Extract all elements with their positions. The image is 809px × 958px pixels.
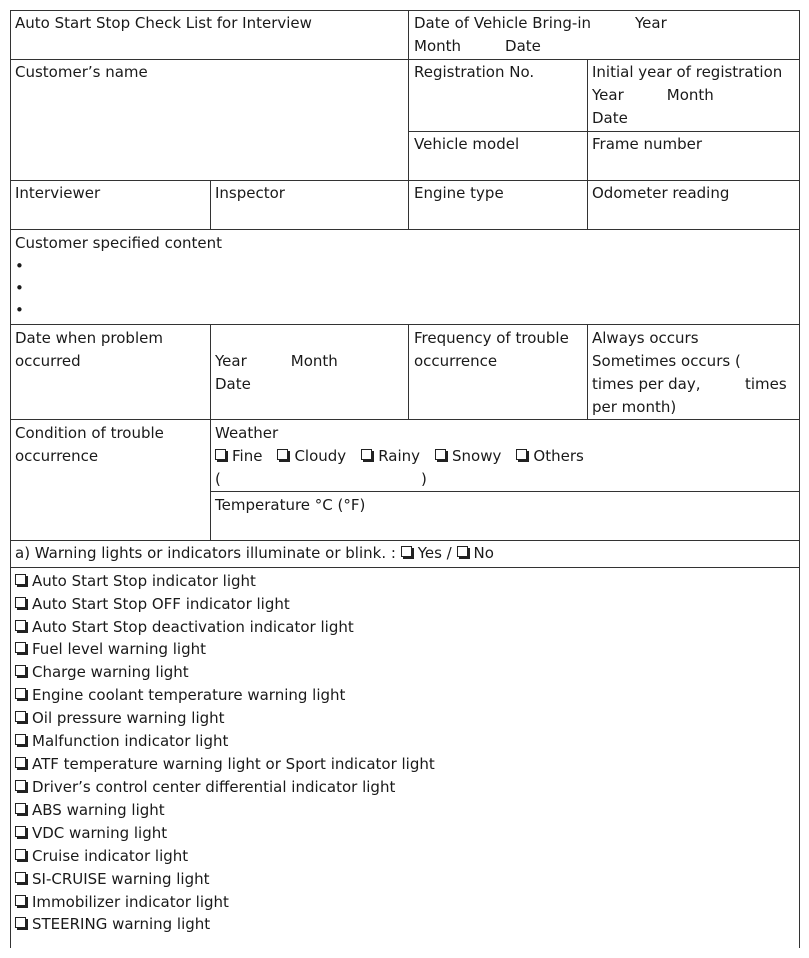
checkbox-icon[interactable] (15, 872, 26, 883)
initial-year-date: Date (592, 109, 628, 127)
checkbox-icon[interactable] (516, 449, 527, 460)
frequency-sometimes: Sometimes occurs ( (592, 352, 741, 370)
list-item[interactable]: Driver’s control center differential indicator light (15, 776, 395, 799)
weather-options (215, 445, 584, 468)
frequency-label-1: Frequency of trouble (414, 329, 569, 347)
weather-option-others[interactable]: Others (516, 447, 583, 465)
checkbox-icon[interactable] (401, 546, 412, 557)
checkbox-icon[interactable] (15, 849, 26, 860)
checkbox-icon[interactable] (15, 642, 26, 653)
checkbox-icon[interactable] (435, 449, 446, 460)
list-item[interactable]: SI-CRUISE warning light (15, 868, 210, 891)
list-item[interactable]: Cruise indicator light (15, 845, 188, 868)
bring-in-year: Year (635, 14, 667, 32)
checkbox-icon[interactable] (15, 734, 26, 745)
temperature-label: Temperature °C (°F) (215, 496, 366, 514)
list-item[interactable]: Engine coolant temperature warning light (15, 684, 345, 707)
others-paren-open: ( (215, 470, 221, 488)
list-item[interactable]: VDC warning light (15, 822, 167, 845)
checkbox-icon[interactable] (15, 757, 26, 768)
checkbox-icon[interactable] (15, 574, 26, 585)
initial-year-month-label: Month (666, 86, 714, 104)
content-bullet: • (15, 279, 24, 297)
list-item[interactable]: STEERING warning light (15, 913, 210, 936)
frequency-label-2: occurrence (414, 352, 498, 370)
frame-number-label: Frame number (592, 135, 703, 153)
weather-option-cloudy[interactable]: Cloudy (277, 447, 346, 465)
problem-date-year-month (215, 350, 338, 373)
checkbox-icon[interactable] (15, 895, 26, 906)
checkbox-icon[interactable] (277, 449, 288, 460)
checkbox-icon[interactable] (15, 597, 26, 608)
warning-no-option[interactable]: No (457, 544, 494, 562)
problem-date-date: Date (215, 375, 251, 393)
list-item[interactable]: Fuel level warning light (15, 638, 206, 661)
problem-year: Year (215, 352, 247, 370)
checkbox-icon[interactable] (15, 917, 26, 928)
initial-year-year: Year (592, 86, 624, 104)
bring-in-label: Date of Vehicle Bring-in (414, 14, 591, 32)
list-item[interactable]: Auto Start Stop OFF indicator light (15, 593, 290, 616)
checkbox-icon[interactable] (15, 826, 26, 837)
list-item[interactable]: Oil pressure warning light (15, 707, 225, 730)
warning-question (15, 542, 494, 565)
list-item[interactable]: Immobilizer indicator light (15, 891, 229, 914)
interviewer-label: Interviewer (15, 184, 101, 202)
weather-option-snowy[interactable]: Snowy (435, 447, 501, 465)
checkbox-icon[interactable] (15, 803, 26, 814)
list-item[interactable]: Charge warning light (15, 661, 189, 684)
others-paren-close: ) (421, 470, 427, 488)
list-item[interactable]: ATF temperature warning light or Sport indicator light (15, 753, 435, 776)
bring-in-month-date (414, 35, 541, 58)
bring-in-date: Date (505, 37, 541, 55)
inspector-label: Inspector (215, 184, 285, 202)
frequency-times-per-day: times per day, (592, 375, 701, 393)
checkbox-icon[interactable] (15, 665, 26, 676)
condition-label-1: Condition of trouble (15, 424, 164, 442)
registration-no-label: Registration No. (414, 63, 535, 81)
list-item[interactable]: Malfunction indicator light (15, 730, 228, 753)
warning-yes-option[interactable]: Yes / (401, 544, 452, 562)
list-item[interactable]: Auto Start Stop indicator light (15, 570, 256, 593)
frequency-always: Always occurs (592, 329, 699, 347)
form-title: Auto Start Stop Check List for Interview (15, 14, 312, 32)
customer-name-label: Customer’s name (15, 63, 148, 81)
weather-option-rainy[interactable]: Rainy (361, 447, 420, 465)
initial-year-month (592, 84, 714, 107)
list-item[interactable]: Auto Start Stop deactivation indicator light (15, 616, 354, 639)
frequency-per-month: per month) (592, 398, 677, 416)
checkbox-icon[interactable] (15, 711, 26, 722)
bring-in-month: Month (414, 37, 462, 55)
checkbox-icon[interactable] (15, 688, 26, 699)
checkbox-icon[interactable] (15, 620, 26, 631)
warning-question-text: a) Warning lights or indicators illuminate or blink. : (15, 544, 396, 562)
checkbox-icon[interactable] (215, 449, 226, 460)
problem-date-label-2: occurred (15, 352, 81, 370)
problem-date-label-1: Date when problem (15, 329, 163, 347)
list-item[interactable]: ABS warning light (15, 799, 165, 822)
frequency-times: times (745, 375, 787, 393)
checkbox-icon[interactable] (361, 449, 372, 460)
vehicle-model-label: Vehicle model (414, 135, 520, 153)
checkbox-icon[interactable] (457, 546, 468, 557)
weather-label: Weather (215, 424, 279, 442)
weather-option-fine[interactable]: Fine (215, 447, 262, 465)
condition-label-2: occurrence (15, 447, 99, 465)
problem-month: Month (290, 352, 338, 370)
content-bullet: • (15, 301, 24, 319)
checkbox-icon[interactable] (15, 780, 26, 791)
bring-in-date-label (414, 12, 667, 35)
engine-type-label: Engine type (414, 184, 504, 202)
customer-content-label: Customer specified content (15, 234, 223, 252)
content-bullet: • (15, 257, 24, 275)
odometer-label: Odometer reading (592, 184, 730, 202)
initial-year-label: Initial year of registration (592, 63, 783, 81)
